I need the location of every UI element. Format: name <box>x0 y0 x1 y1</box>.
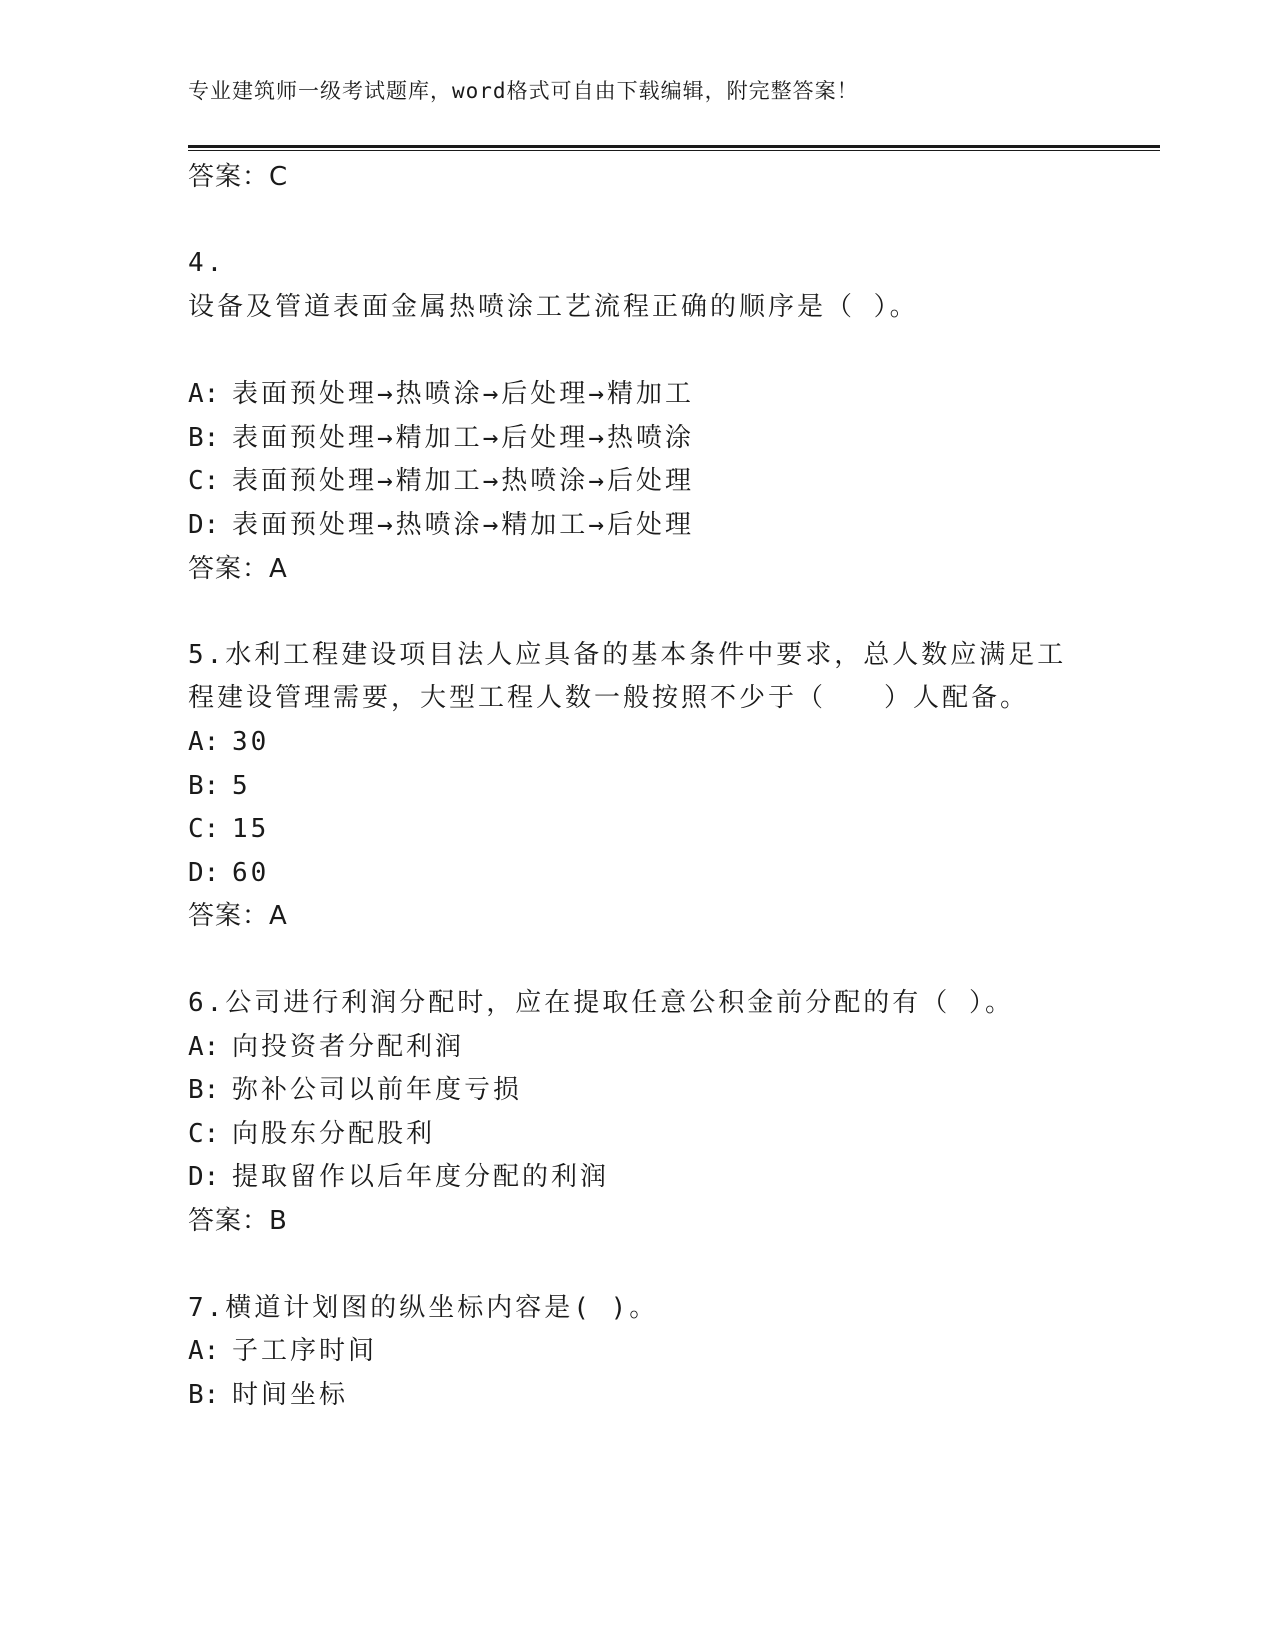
answer-q5: 答案：A <box>188 901 288 931</box>
option-text: 向股东分配股利 <box>232 1119 436 1149</box>
header-rule-thick <box>188 145 1160 148</box>
option-text: 表面预处理→热喷涂→精加工→后处理 <box>232 510 694 540</box>
option-a <box>188 1030 464 1064</box>
option-label: A: <box>188 727 220 757</box>
answer-q4: 答案：A <box>188 554 288 584</box>
option-b <box>188 769 251 803</box>
question-stem: 6.公司进行利润分配时，应在提取任意公积金前分配的有（ ）。 <box>188 988 1014 1018</box>
option-label: D: <box>188 510 220 540</box>
question-stem: 7.横道计划图的纵坐标内容是( )。 <box>188 1293 659 1323</box>
option-b <box>188 1378 348 1412</box>
option-text: 时间坐标 <box>232 1380 349 1410</box>
option-a <box>188 725 269 759</box>
answer-q3: 答案：C <box>188 162 289 192</box>
option-text: 向投资者分配利润 <box>232 1032 465 1062</box>
question-stem: 5.水利工程建设项目法人应具备的基本条件中要求，总人数应满足工 <box>188 640 1067 670</box>
header-rule-thin <box>188 150 1160 151</box>
option-a <box>188 377 694 411</box>
option-b <box>188 1073 522 1107</box>
option-text: 子工序时间 <box>232 1336 378 1366</box>
option-text: 表面预处理→精加工→后处理→热喷涂 <box>232 423 694 453</box>
option-text: 15 <box>232 814 270 844</box>
question-stem: 设备及管道表面金属热喷涂工艺流程正确的顺序是（ ）。 <box>188 292 919 322</box>
option-label: A: <box>188 1336 220 1366</box>
answer-q6: 答案：B <box>188 1206 288 1236</box>
option-label: A: <box>188 1032 220 1062</box>
option-label: B: <box>188 1075 220 1105</box>
option-a <box>188 1334 377 1368</box>
option-b <box>188 421 694 455</box>
option-text: 5 <box>232 771 251 801</box>
option-label: D: <box>188 1162 220 1192</box>
option-label: C: <box>188 466 220 496</box>
option-text: 提取留作以后年度分配的利润 <box>232 1162 610 1192</box>
option-d <box>188 1160 609 1194</box>
option-label: A: <box>188 379 220 409</box>
option-c <box>188 464 694 498</box>
option-d <box>188 508 694 542</box>
option-label: B: <box>188 423 220 453</box>
option-c <box>188 1117 435 1151</box>
page-header: 专业建筑师一级考试题库，word格式可自由下载编辑，附完整答案！ <box>188 79 859 103</box>
option-text: 表面预处理→精加工→热喷涂→后处理 <box>232 466 694 496</box>
question-number: 4. <box>188 248 226 278</box>
option-text: 表面预处理→热喷涂→后处理→精加工 <box>232 379 694 409</box>
option-text: 弥补公司以前年度亏损 <box>232 1075 523 1105</box>
option-label: C: <box>188 1119 220 1149</box>
option-label: D: <box>188 858 220 888</box>
option-text: 30 <box>232 727 270 757</box>
option-c <box>188 812 269 846</box>
option-text: 60 <box>232 858 270 888</box>
option-label: C: <box>188 814 220 844</box>
option-d <box>188 856 269 890</box>
question-stem-continued: 程建设管理需要，大型工程人数一般按照不少于（ ）人配备。 <box>188 683 1030 713</box>
option-label: B: <box>188 1380 220 1410</box>
option-label: B: <box>188 771 220 801</box>
